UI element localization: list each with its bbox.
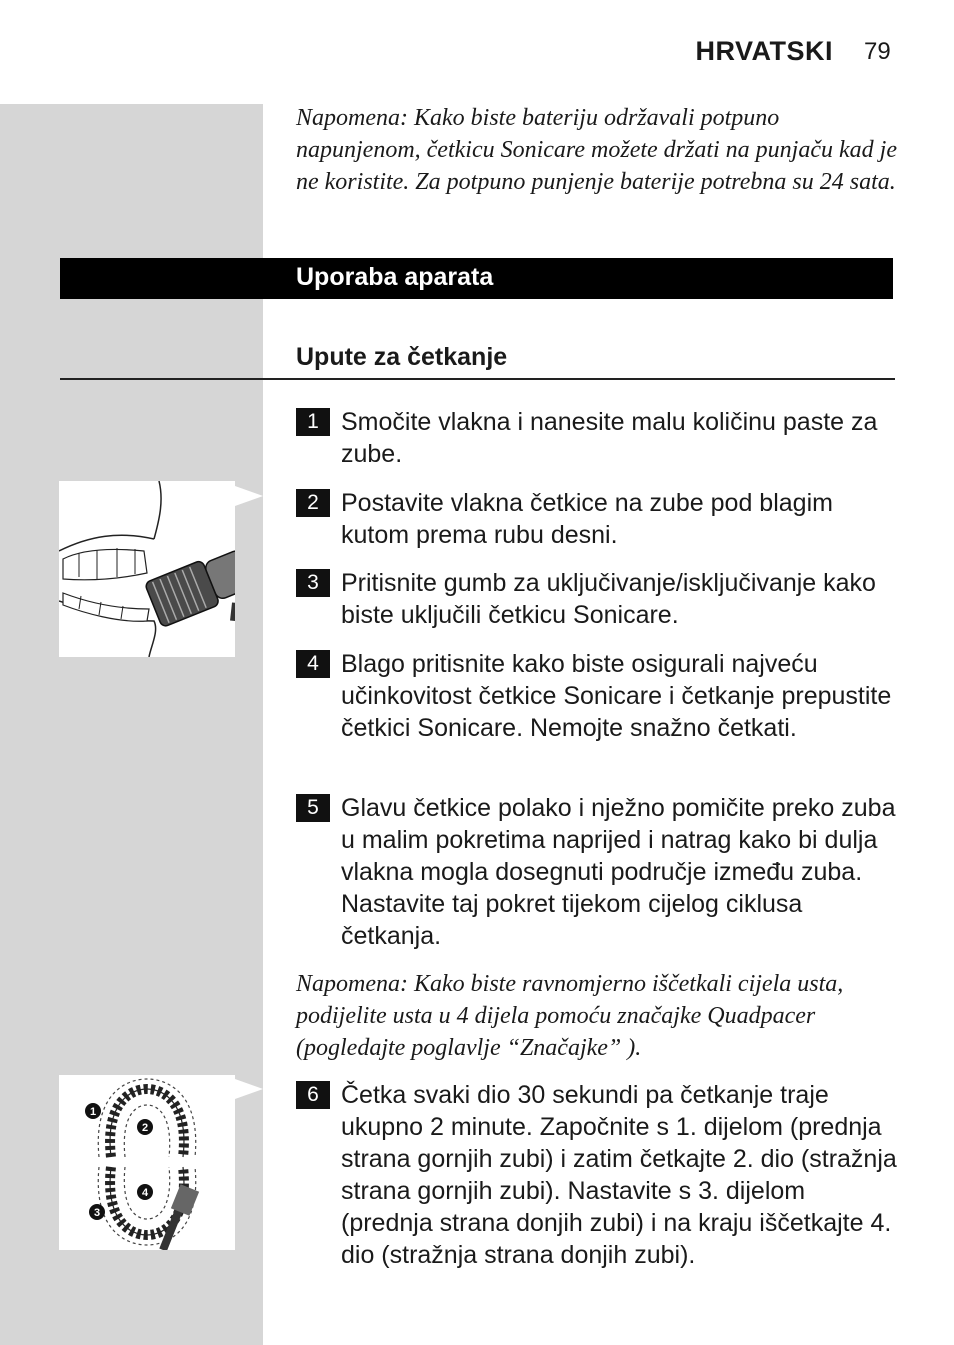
- figure-pointer: [235, 1079, 263, 1099]
- step-1: [296, 406, 901, 470]
- step-number: 6: [296, 1081, 330, 1109]
- quadrant-label-1: 1: [89, 1106, 97, 1118]
- step-6: [296, 1079, 901, 1271]
- step-number: 4: [296, 650, 330, 678]
- step-text: Blago pritisnite kako biste osigurali najveću učinkovitost četkice Sonicare i četkanje prepustite četkici Sonicare. Nemojte snažno četkati.: [341, 650, 892, 742]
- note-battery: Napomena: Kako biste bateriju održavali potpuno napunjenom, četkicu Sonicare možete držati na punjaču kad je ne koristite. Za potpuno punjenje baterije potrebna su 24 sata.: [296, 105, 897, 195]
- brushing-illustration: [59, 481, 235, 657]
- step-4: [296, 648, 901, 744]
- step-text: Pritisnite gumb za uključivanje/isključivanje kako biste uključili četkicu Sonicare.: [341, 569, 876, 629]
- language-header: HRVATSKI: [695, 36, 833, 66]
- quadrant-label-3: 3: [93, 1207, 101, 1219]
- step-text: Četka svaki dio 30 sekundi pa četkanje traje ukupno 2 minute. Započnite s 1. dijelom (prednja strana gornjih zubi) i zatim četkajte 2. dio (stražnja strana gornjih zubi). Nastavite s 3. dijelom (prednja strana donjih zubi) i na kraju iščetkajte 4. dio (stražnja strana donjih zubi).: [341, 1081, 897, 1269]
- step-number: 3: [296, 569, 330, 597]
- note-quadpacer: Napomena: Kako biste ravnomjerno iščetkali cijela usta, podijelite usta u 4 dijela pomoću značajke Quadpacer (pogledajte poglavlje “Značajke” ).: [296, 971, 844, 1061]
- step-number: 1: [296, 408, 330, 436]
- section-title: Uporaba aparata: [296, 263, 494, 291]
- quadrant-illustration: [59, 1075, 235, 1250]
- subsection-title: Upute za četkanje: [296, 343, 508, 371]
- step-text: Postavite vlakna četkice na zube pod blagim kutom prema rubu desni.: [341, 489, 833, 549]
- mouth-brush-icon: [59, 481, 235, 657]
- step-text: Smočite vlakna i nanesite malu količinu paste za zube.: [341, 408, 878, 468]
- quadpacer-diagram-icon: [59, 1075, 235, 1250]
- divider-rule: [60, 378, 895, 380]
- step-text: Glavu četkice polako i nježno pomičite preko zuba u malim pokretima naprijed i natrag kako bi dulja vlakna mogla dosegnuti područje između zuba. Nastavite taj pokret tijekom cijelog ciklusa četkanja.: [341, 794, 896, 950]
- step-3: [296, 567, 901, 631]
- step-number: 2: [296, 489, 330, 517]
- quadrant-label-4: 4: [141, 1187, 149, 1199]
- quadrant-label-2: 2: [141, 1122, 149, 1134]
- figure-pointer: [235, 486, 263, 506]
- page-number: 79: [864, 38, 891, 65]
- step-5: [296, 792, 901, 952]
- step-number: 5: [296, 794, 330, 822]
- section-bar: [60, 258, 893, 299]
- step-2: [296, 487, 901, 551]
